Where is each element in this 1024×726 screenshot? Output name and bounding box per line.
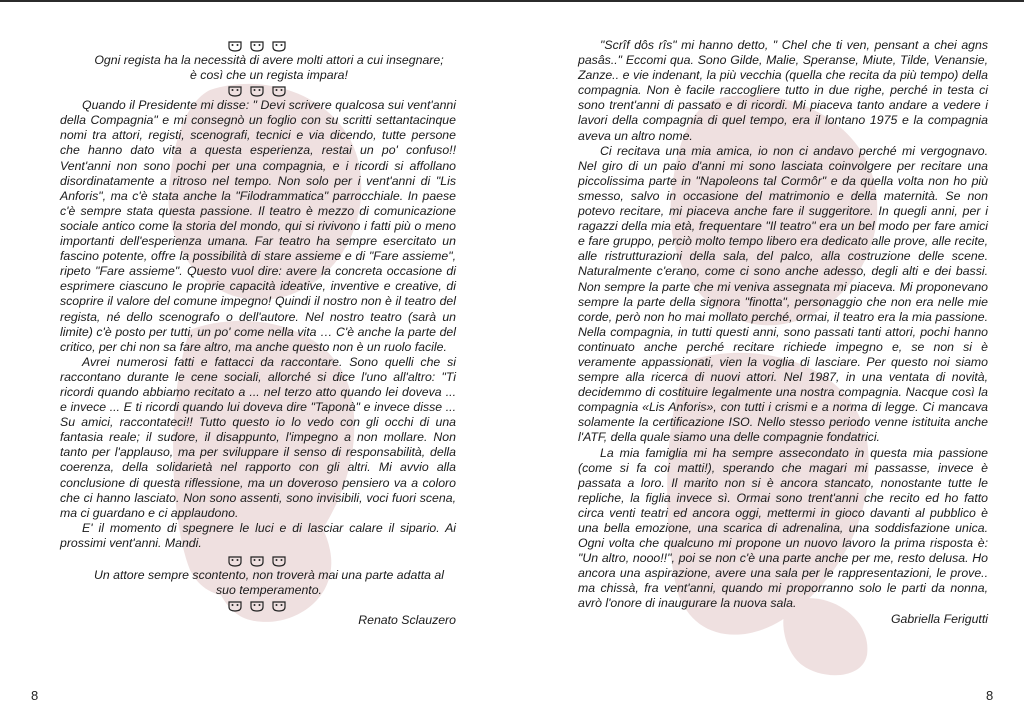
- paragraph: "Scrîf dôs rîs" mi hanno detto, " Chel che ti ven, pensant a chei agns pasâs.." Eccomi qua. Sono Gilde, Malie, Speranse, Miute, Tilde, Venansie, Zanze.. e vie indenant, la più vecchia (quella che recita da più tempo) della compagnia. Non è facile raccogliere tutto in due righe, perché in testa ci sono trent'anni di passato e di ricordi. Mi piaceva tanto andare a vedere i lavori della compagnia di quel tempo, era il lontano 1975 e la compagnia aveva un altro nome.: [578, 38, 988, 143]
- masks-ornament-icon: [60, 38, 456, 52]
- right-article: [578, 38, 988, 627]
- motto-bottom-line2: suo temperamento.: [216, 583, 322, 598]
- paragraph: E' il momento di spegnere le luci e di lasciar calare il sipario. Ai prossimi vent'anni. Mandi.: [60, 520, 456, 550]
- masks-ornament-icon: [60, 598, 456, 612]
- masks-ornament-icon: [60, 553, 456, 567]
- motto-bottom-line1: Un attore sempre scontento, non troverà mai una parte adatta al: [94, 568, 444, 582]
- paragraph: Avrei numerosi fatti e fattacci da raccontare. Sono quelli che si raccontano durante le cene sociali, allorché si dice l'uno all'altro: "Ti ricordi quando abbiamo recitato a ... nel terzo atto quando lei doveva ... e invece ... E ti ricordi quando lui doveva dire "Taponà" e invece disse ... Su amici, raccontateci!! Tutto questo io lo vedo con gli occhi di una fantasia reale; il sudore, il disappunto, l'impegno a non mollare. Non tanto per l'applauso, ma per sviluppare il senso di responsabilità, della coerenza, della solidarietà nel rapporto con gli altri. Mi avvio alla conclusione di questa riflessione, ma un doveroso pensiero va a coloro che ci hanno lasciato. Non sono assenti, sono invisibili, voci fuori scena, ma ci guardano e ci applaudono.: [60, 354, 456, 520]
- left-article: [60, 38, 456, 628]
- page-number: 8: [986, 688, 994, 703]
- paragraph: Quando il Presidente mi disse: " Devi scrivere qualcosa sui vent'anni della Compagnia" e mi consegnò un foglio con su scritti settantacinque nomi tra attori, registi, scenografi, tecnici e via dicendo, tutte persone che hanno dato vita a questa esperienza, restai un po' confuso!! Vent'anni non sono pochi per una compagnia, e i ricordi si affollano disordinatamente a ritroso nel tempo. Non solo per i vent'anni di "Lis Anforis", ma c'è stata anche la "Filodrammatica" parrocchiale. In paese c'è sempre stata questa passione. Il teatro è mezzo di comunicazione sociale antico come la storia del mondo, qui si rivivono i fatti più o meno importanti dell'esperienza umana. Far teatro ha sempre esercitato un fascino potente, offre la possibilità di stare assieme e di "Fare assieme", ripeto "Fare assieme". Questo vuol dire: avere la concreta occasione di esprimere ciascuno le proprie capacità ideative, inventive e creative, di scoprire il valore del comune impegno! Quindi il nostro non è il teatro del regista, né dello scenografo o dell'autore. Nel nostro teatro (sarà un limite) c'è posto per tutti, un po' come nella vita … C'è anche la parte del critico, per chi non sa fare altro, ma anche questo non è un ruolo facile.: [60, 98, 456, 354]
- right-page: [512, 0, 1024, 726]
- paragraph: La mia famiglia mi ha sempre assecondato in questa mia passione (come si fa coi matti!), sperando che magari mi passasse, invece è passata a loro. Il marito non si è ancora stancato, nonostante tutte le repliche, la figlia invece sì. Ormai sono trent'anni che recito ed ho fatto circa venti teatri ed ancora oggi, mettermi in gioco davanti al pubblico è una bella emozione, una scarica di adrenalina, una soddisfazione unica. Ogni volta che qualcuno mi propone un nuovo lavoro la prima risposta è: "Un altro, nooo!!", poi se non c'è una parte anche per me, resto delusa. Ho ancora una aspirazione, avere una sala per le rappresentazioni, le prove.. ma chissà, fra vent'anni, quando mi proporranno solo le parti da nonna, avrò l'onore di inaugurare la nuova sala.: [578, 445, 988, 611]
- motto-top-line2: è così che un regista impara!: [190, 68, 348, 83]
- author-signature: Renato Sclauzero: [358, 613, 456, 628]
- author-signature: Gabriella Ferigutti: [890, 611, 988, 626]
- page-number: 8: [31, 688, 39, 703]
- masks-ornament-icon: [60, 83, 456, 97]
- paragraph: Ci recitava una mia amica, io non ci andavo perché mi vergognavo. Nel giro di un paio d'anni mi sono lasciata coinvolgere per recitare una piccolissima parte in "Napoleons tal Cormôr" e da quella volta non ho più smesso, salvo in occasione del matrimonio e della maternità. Se non potevo recitare, mi piaceva anche fare il suggeritore. In quegli anni, per i ragazzi della mia età, frequentare "Il teatro" era un bel modo per fare amici e fare gruppo, perciò molto tempo libero era dedicato alle prove, alle recite, alle ristrutturazioni della sala, del palco, alla costruzione delle scene. Naturalmente c'erano, come ci sono anche adesso, degli alti e dei bassi. Non sempre la parte che mi veniva assegnata mi piaceva. Mi proponevano sempre la parte della signora "finotta", personaggio che non era nelle mie corde, però non ho mai mollato perché, ormai, il teatro era la mia passione. Nella compagnia, in tutti questi anni, sono passati tanti attori, pochi hanno continuato anche perché recitare richiede impegno e, se non si è veramente appassionati, vien la voglia di lasciare. Per questo noi siamo sempre alla ricerca di nuovi attori. Nel 1987, in una ventata di novità, decidemmo di costituire legalmente una nostra compagnia. Nacque così la compagnia «Lis Anforis», con tutti i crismi e a norma di legge. Ci mancava solamente la certificazione ISO. Nello stesso periodo venne istituita anche l'ATF, della quale siamo una delle compagnie fondatrici.: [578, 143, 988, 445]
- motto-top-line1: Ogni regista ha la necessità di avere molti attori a cui insegnare;: [94, 53, 444, 67]
